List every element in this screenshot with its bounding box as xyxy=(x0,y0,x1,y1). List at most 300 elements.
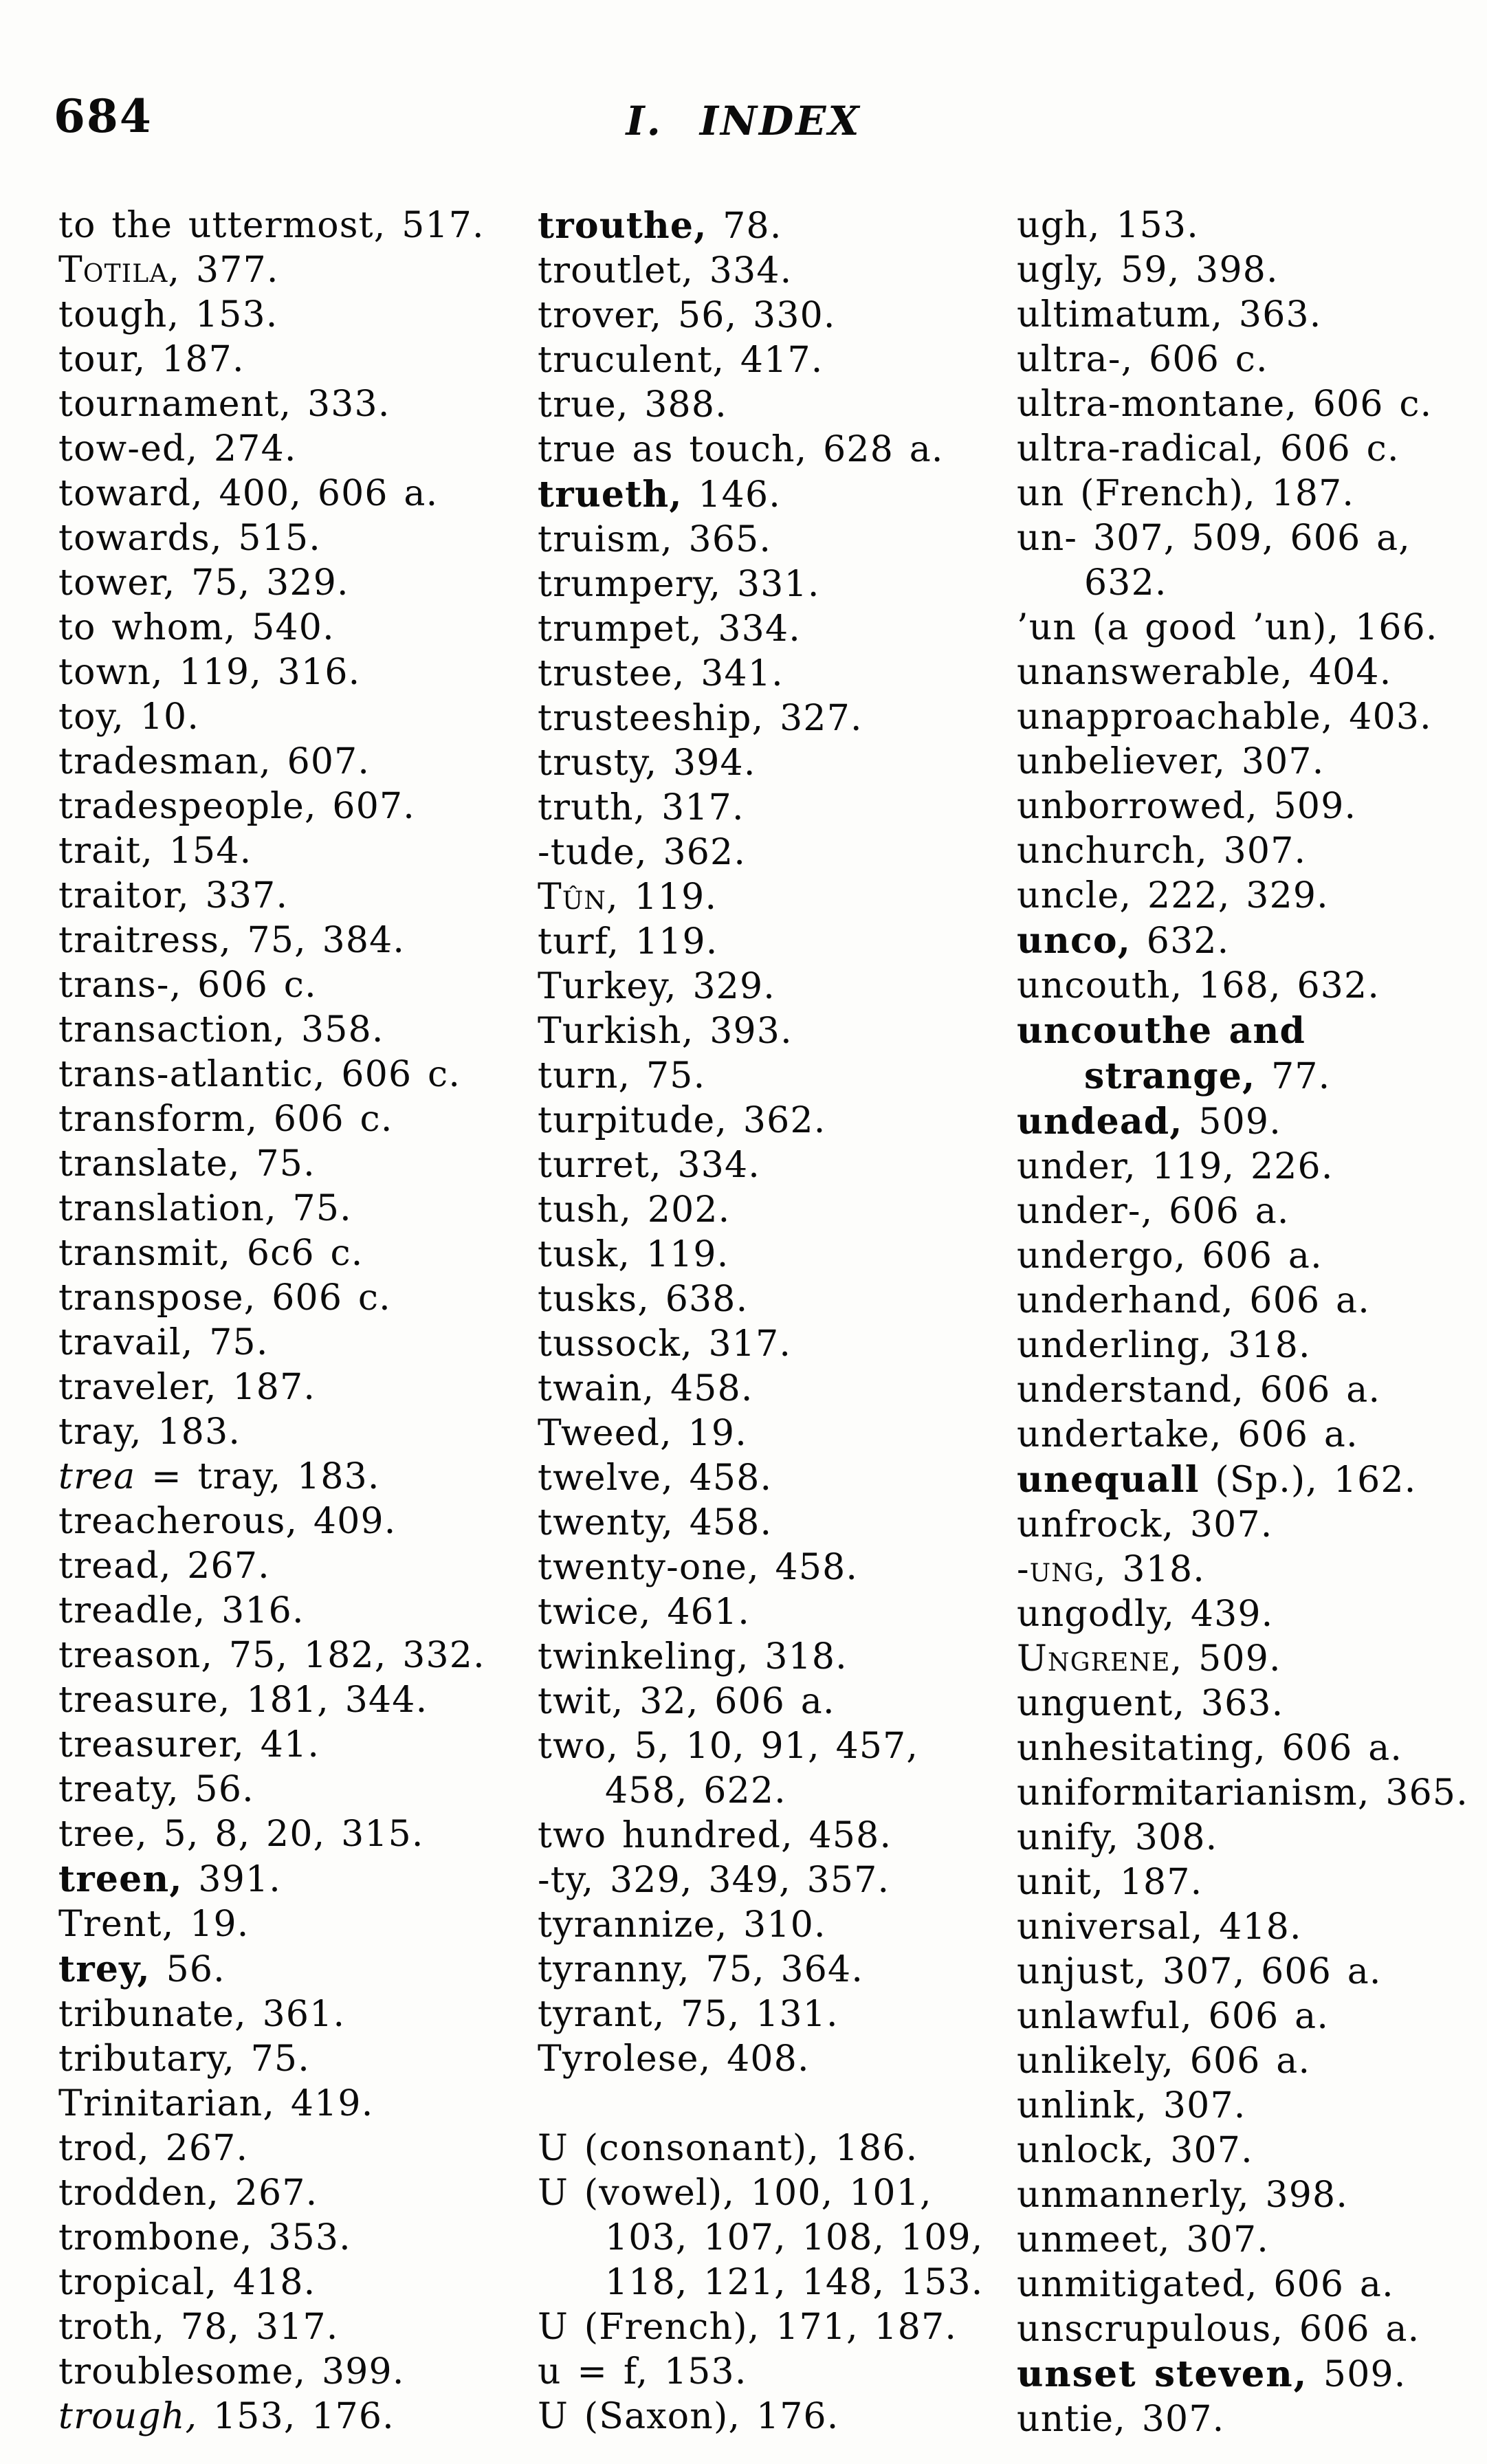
entry-term: treasure, xyxy=(58,1680,231,1721)
entry-refs: 362. xyxy=(647,832,747,873)
entry-term: trusteeship, xyxy=(538,698,764,739)
entry-term: unit, xyxy=(1017,1862,1105,1903)
entry-refs: 187. xyxy=(1255,473,1355,514)
index-heading: INDEX xyxy=(699,98,861,144)
entry-refs: 187. xyxy=(146,339,245,380)
entry-refs: 118, 121, 148, 153. xyxy=(605,2262,984,2303)
index-entry xyxy=(1017,829,1460,874)
entry-term: translation, xyxy=(58,1188,277,1229)
entry-term: transform, xyxy=(58,1099,258,1140)
entry-term: universal, xyxy=(1017,1906,1204,1948)
index-entry xyxy=(1017,1682,1460,1726)
entry-refs: 267. xyxy=(149,2128,249,2169)
index-entry xyxy=(1017,2307,1460,2352)
entry-term: tyrannize, xyxy=(538,1904,728,1946)
entry-refs: 153. xyxy=(1100,205,1199,246)
index-entry xyxy=(538,2037,981,2082)
entry-refs: 75. xyxy=(234,2038,310,2080)
index-entry xyxy=(58,2395,502,2439)
entry-term: twelve, xyxy=(538,1458,674,1499)
entry-refs: 75, 384. xyxy=(231,920,406,961)
entry-refs: 362. xyxy=(727,1100,826,1141)
entry-term: translate, xyxy=(58,1143,241,1185)
entry-refs: 222, 329. xyxy=(1132,875,1329,916)
index-entry xyxy=(58,2082,502,2126)
index-entry xyxy=(1017,2397,1460,2442)
entry-term: understand, xyxy=(1017,1370,1244,1411)
index-entry xyxy=(58,2037,502,2082)
entry-refs: (Sp.), 162. xyxy=(1199,1460,1417,1501)
entry-refs: 166. xyxy=(1339,607,1438,648)
entry-refs: 408. xyxy=(711,2038,810,2080)
entry-term: unmeet, xyxy=(1017,2219,1171,2260)
entry-term: treasurer, xyxy=(58,1724,245,1766)
entry-refs: 606 a. xyxy=(1192,1996,1330,2037)
entry-term: trover, xyxy=(538,295,663,336)
entry-term: unjust, xyxy=(1017,1951,1147,1992)
entry-refs: 399. xyxy=(306,2351,405,2392)
index-entry xyxy=(1017,248,1460,293)
entry-term: tray, xyxy=(58,1411,142,1453)
entry-refs: 509. xyxy=(1182,1638,1281,1680)
index-entry xyxy=(538,1858,981,1903)
entry-refs: 56. xyxy=(179,1769,254,1810)
entry-term: ultra-, xyxy=(1017,339,1134,380)
index-entry xyxy=(1017,1994,1460,2039)
index-entry xyxy=(58,829,502,874)
entry-term: traveler, xyxy=(58,1367,217,1408)
entry-term: two, xyxy=(538,1726,619,1767)
entry-refs: 632. xyxy=(1084,562,1167,604)
entry-refs: 353. xyxy=(252,2217,351,2258)
entry-refs: 75. xyxy=(193,1322,269,1363)
entry-refs: 318. xyxy=(1106,1549,1206,1590)
entry-term: twain, xyxy=(538,1368,655,1409)
entry-refs: 606 c. xyxy=(1264,428,1400,470)
index-entry xyxy=(58,918,502,963)
index-entry xyxy=(1017,2263,1460,2307)
entry-term: uncouth, xyxy=(1017,965,1183,1006)
index-entry xyxy=(1017,740,1460,784)
entry-term: towards, xyxy=(58,518,223,559)
entry-term: trombone, xyxy=(58,2217,253,2258)
index-entry xyxy=(58,1455,502,1499)
entry-term: undergo, xyxy=(1017,1235,1187,1277)
entry-refs: 307, 606 a. xyxy=(1147,1951,1382,1992)
index-entry xyxy=(58,650,502,695)
entry-term: trait, xyxy=(58,830,154,872)
index-entry xyxy=(58,1634,502,1678)
entry-term: Tûn, xyxy=(538,877,619,918)
entry-term: ultimatum, xyxy=(1017,294,1224,336)
entry-refs: 168, 632. xyxy=(1182,965,1380,1006)
entry-refs: 394. xyxy=(657,742,756,784)
entry-refs: 75. xyxy=(276,1188,352,1229)
index-entry xyxy=(58,1768,502,1812)
index-entry xyxy=(1017,1279,1460,1323)
entry-term: tread, xyxy=(58,1546,172,1587)
entry-term: twenty, xyxy=(538,1502,674,1543)
entry-term: true as touch, xyxy=(538,429,808,470)
entry-refs: 607. xyxy=(316,786,416,827)
entry-term: tusk, xyxy=(538,1234,631,1275)
entry-refs: 307. xyxy=(1154,2130,1253,2171)
index-entry xyxy=(538,1277,981,1322)
entry-term: troublesome, xyxy=(58,2351,307,2392)
index-entry xyxy=(538,1680,981,1724)
index-column-3 xyxy=(1017,204,1468,2442)
entry-refs: 307. xyxy=(1226,741,1325,782)
entry-refs: 318. xyxy=(1212,1325,1311,1366)
entry-term: truth, xyxy=(538,787,646,828)
entry-refs: 509. xyxy=(1308,2354,1407,2395)
entry-term: trey, xyxy=(58,1948,151,1990)
entry-term: trans-, xyxy=(58,965,182,1006)
entry-term: under, xyxy=(1017,1146,1136,1187)
entry-refs: 202. xyxy=(632,1189,731,1231)
index-entry xyxy=(58,1410,502,1455)
index-entry xyxy=(1017,964,1460,1009)
index-entry xyxy=(1017,338,1460,382)
index-entry xyxy=(58,606,502,650)
entry-term: trumpery, xyxy=(538,564,722,605)
entry-refs: 317. xyxy=(692,1323,792,1365)
index-entry xyxy=(538,2350,981,2395)
entry-refs: 146. xyxy=(682,474,781,516)
index-entry xyxy=(58,382,502,427)
entry-term: turret, xyxy=(538,1145,662,1186)
index-entry xyxy=(1017,1323,1460,1368)
entry-term: traitor, xyxy=(58,875,190,916)
entry-term: traitress, xyxy=(58,920,232,961)
index-entry xyxy=(538,1143,981,1188)
entry-term: Turkey, xyxy=(538,966,677,1007)
index-entry xyxy=(58,2216,502,2260)
entry-refs: 181, 344. xyxy=(230,1680,428,1721)
entry-term: U (consonant), xyxy=(538,2128,820,2169)
entry-term: unequall xyxy=(1017,1459,1200,1501)
index-entry xyxy=(538,875,981,920)
index-entry xyxy=(58,1499,502,1544)
page-title xyxy=(626,98,861,144)
index-entry xyxy=(58,1276,502,1321)
entry-term: treen, xyxy=(58,1858,183,1900)
entry-term: U (vowel), xyxy=(538,2172,736,2214)
index-entry xyxy=(1017,293,1460,338)
entry-term: tower, xyxy=(58,562,176,604)
index-entry xyxy=(58,1902,502,1947)
entry-refs: 310. xyxy=(727,1904,826,1946)
entry-term: twice, xyxy=(538,1592,652,1633)
index-entry xyxy=(538,696,981,741)
entry-refs: 509. xyxy=(1257,786,1357,827)
entry-term: unmitigated, xyxy=(1017,2264,1258,2305)
entry-term: ungodly, xyxy=(1017,1594,1176,1635)
entry-refs: 515. xyxy=(222,518,321,559)
index-entry xyxy=(58,1857,502,1902)
index-entry xyxy=(1017,918,1460,964)
entry-refs: 6c6 c. xyxy=(231,1233,364,1274)
entry-refs: 19. xyxy=(174,1904,250,1945)
entry-refs: 606 c. xyxy=(181,965,317,1006)
entry-refs: 363. xyxy=(1223,294,1322,336)
entry-refs: 316. xyxy=(206,1590,305,1631)
entry-term: treason, xyxy=(58,1635,214,1676)
entry-refs: 606 a. xyxy=(1284,2309,1420,2350)
entry-term: tradespeople, xyxy=(58,786,317,827)
entry-term: turn, xyxy=(538,1055,631,1097)
entry-refs: 606 c. xyxy=(325,1054,461,1095)
entry-term: untie, xyxy=(1017,2399,1127,2440)
index-entry xyxy=(58,2350,502,2395)
entry-term: strange, xyxy=(1084,1055,1256,1097)
index-entry xyxy=(1017,1548,1460,1592)
index-entry xyxy=(538,562,981,607)
entry-term: town, xyxy=(58,652,164,693)
index-entry xyxy=(58,561,502,606)
entry-term: transpose, xyxy=(58,1277,256,1319)
entry-refs: 334. xyxy=(702,608,801,650)
index-entry xyxy=(1017,1458,1460,1503)
index-entry xyxy=(538,652,981,696)
entry-term: unlikely, xyxy=(1017,2040,1174,2082)
index-entry xyxy=(1017,695,1460,740)
entry-term: unlink, xyxy=(1017,2085,1148,2126)
entry-term: -ty, xyxy=(538,1860,595,1901)
entry-term: trumpet, xyxy=(538,608,703,650)
index-entry xyxy=(538,338,981,383)
entry-term: undead, xyxy=(1017,1101,1183,1143)
index-entry xyxy=(538,1724,981,1769)
entry-term: tusks, xyxy=(538,1279,650,1320)
entry-refs: 10. xyxy=(124,696,200,738)
index-column-1 xyxy=(58,204,502,2442)
entry-term: trea xyxy=(58,1456,136,1497)
entry-term: unchurch, xyxy=(1017,830,1208,872)
entry-term: un- xyxy=(1017,518,1078,559)
entry-refs: 187. xyxy=(217,1367,316,1408)
index-entry xyxy=(58,1053,502,1097)
index-entry xyxy=(538,2395,981,2439)
index-column-2 xyxy=(538,204,984,2442)
entry-term: trustee, xyxy=(538,653,685,694)
entry-refs: 409. xyxy=(298,1501,397,1542)
entry-refs: 403. xyxy=(1333,696,1432,738)
entry-refs: 607. xyxy=(271,741,371,782)
entry-refs: 307. xyxy=(1207,830,1307,872)
entry-refs: 606 c. xyxy=(1297,384,1433,425)
entry-refs: 75, 329. xyxy=(175,562,349,604)
entry-refs: 318. xyxy=(749,1636,848,1678)
index-entry xyxy=(538,1456,981,1501)
entry-refs: 458. xyxy=(759,1547,859,1588)
entry-term: transmit, xyxy=(58,1233,232,1274)
entry-term: -tude, xyxy=(538,832,648,873)
entry-refs: 100, 101, xyxy=(735,2172,932,2214)
index-entry xyxy=(538,1233,981,1277)
entry-refs: 171, 187. xyxy=(760,2307,958,2348)
entry-refs: 119. xyxy=(618,877,718,918)
entry-refs: 398. xyxy=(1249,2175,1349,2216)
index-entry xyxy=(538,1367,981,1411)
index-entry xyxy=(58,1365,502,1410)
entry-refs: 307, 509, 606 a, xyxy=(1077,518,1411,559)
entry-term: U (Saxon), xyxy=(538,2396,741,2437)
entry-term: tush, xyxy=(538,1189,632,1231)
entry-refs: 56, 330. xyxy=(662,295,836,336)
entry-refs: 327. xyxy=(764,698,863,739)
entry-refs: 458, 622. xyxy=(605,1770,786,1812)
entry-refs: 32, 606 a. xyxy=(624,1681,835,1722)
entry-refs: 19. xyxy=(672,1413,747,1454)
entry-term: twit, xyxy=(538,1681,624,1722)
entry-refs: 334. xyxy=(661,1145,761,1186)
entry-term: unhesitating, xyxy=(1017,1728,1266,1769)
index-entry xyxy=(538,472,981,518)
entry-refs: 606 a. xyxy=(1257,2264,1394,2305)
entry-refs: 458. xyxy=(654,1368,753,1409)
entry-term: unmannerly, xyxy=(1017,2175,1250,2216)
index-entry xyxy=(538,1590,981,1635)
index-entry xyxy=(1017,1413,1460,1458)
entry-refs: 75, 364. xyxy=(690,1949,864,1990)
index-entry xyxy=(538,1992,981,2037)
index-entry xyxy=(538,294,981,338)
entry-refs: 77. xyxy=(1255,1056,1331,1097)
entry-refs: 103, 107, 108, 109, xyxy=(605,2217,984,2258)
index-entry xyxy=(58,2305,502,2350)
entry-refs: 154. xyxy=(153,830,252,872)
entry-refs: 5, 8, 20, 315. xyxy=(147,1814,424,1855)
entry-refs: 153. xyxy=(648,2351,747,2392)
index-entry xyxy=(538,1814,981,1858)
entry-refs: 75. xyxy=(630,1055,706,1097)
index-columns xyxy=(0,204,1487,2442)
entry-term: tussock, xyxy=(538,1323,693,1365)
entry-term: underhand, xyxy=(1017,1280,1234,1321)
index-entry xyxy=(538,1635,981,1680)
index-entry xyxy=(1017,1368,1460,1413)
index-entry xyxy=(538,249,981,294)
entry-term: trodden, xyxy=(58,2172,220,2214)
entry-refs: 606 a. xyxy=(1186,1235,1323,1277)
index-entry xyxy=(1017,2084,1460,2128)
entry-refs: 329, 349, 357. xyxy=(594,1860,890,1901)
entry-refs: 59, 398. xyxy=(1105,250,1279,291)
entry-refs: 509. xyxy=(1182,1101,1281,1143)
entry-term: trod, xyxy=(58,2128,150,2169)
section-numeral: I. xyxy=(626,98,663,144)
index-entry xyxy=(538,2171,981,2216)
index-entry xyxy=(1017,516,1460,561)
entry-refs: 75, 131. xyxy=(665,1994,839,2035)
index-entry xyxy=(58,293,502,338)
index-entry xyxy=(1017,204,1460,248)
entry-term: U (French), xyxy=(538,2307,760,2348)
entry-term: truism, xyxy=(538,519,673,560)
index-entry xyxy=(58,963,502,1008)
index-entry xyxy=(1017,1009,1460,1054)
entry-refs: 628 a. xyxy=(807,429,944,470)
index-entry xyxy=(538,2260,984,2305)
index-entry xyxy=(1017,2218,1460,2263)
entry-refs: 183. xyxy=(142,1411,241,1453)
entry-term: tow-ed, xyxy=(58,428,199,470)
entry-term: tropical, xyxy=(58,2262,218,2303)
entry-term: tournament, xyxy=(58,384,292,425)
entry-term: unborrowed, xyxy=(1017,786,1258,827)
index-entry xyxy=(1017,1860,1460,1905)
index-entry xyxy=(58,1231,502,1276)
entry-refs: 153. xyxy=(179,294,278,336)
entry-term: ugh, xyxy=(1017,205,1101,246)
index-entry xyxy=(58,1321,502,1365)
entry-term: uncouthe and xyxy=(1017,1010,1306,1052)
entry-refs: 439. xyxy=(1175,1594,1274,1635)
index-entry xyxy=(1017,2173,1460,2218)
entry-term: truculent, xyxy=(538,340,725,381)
entry-refs: 606 a. xyxy=(1266,1728,1403,1769)
entry-term: unco, xyxy=(1017,920,1132,962)
entry-term: trusty, xyxy=(538,742,658,784)
entry-refs: 606 a. xyxy=(1222,1414,1358,1455)
index-entry xyxy=(58,784,502,829)
entry-term: toy, xyxy=(58,696,125,738)
entry-refs: 78, 317. xyxy=(165,2307,339,2348)
index-entry xyxy=(1017,2128,1460,2173)
entry-refs: 267. xyxy=(171,1546,270,1587)
entry-refs: 606 a. xyxy=(1233,1280,1370,1321)
index-entry xyxy=(58,248,502,293)
index-entry xyxy=(1017,606,1460,650)
entry-term: unfrock, xyxy=(1017,1504,1175,1546)
entry-term: underling, xyxy=(1017,1325,1213,1366)
entry-term: treaty, xyxy=(58,1769,179,1810)
entry-term: unlock, xyxy=(1017,2130,1155,2171)
entry-refs: 458. xyxy=(793,1815,892,1856)
entry-refs: 56. xyxy=(150,1949,225,1990)
entry-term: unlawful, xyxy=(1017,1996,1193,2037)
entry-term: Tyrolese, xyxy=(538,2038,712,2080)
entry-refs: 388. xyxy=(628,384,727,426)
index-entry xyxy=(58,1589,502,1634)
entry-term: to whom, xyxy=(58,607,236,648)
index-entry xyxy=(58,2171,502,2216)
entry-term: transaction, xyxy=(58,1009,286,1050)
index-entry xyxy=(538,1099,981,1143)
entry-refs: 540. xyxy=(236,607,335,648)
index-entry xyxy=(58,1947,502,1992)
entry-refs: 458. xyxy=(673,1458,773,1499)
entry-refs: 5, 10, 91, 457, xyxy=(619,1726,919,1767)
index-entry xyxy=(1017,2039,1460,2084)
entry-refs: 606 a. xyxy=(1244,1370,1381,1411)
index-entry xyxy=(58,2260,502,2305)
entry-refs: 377. xyxy=(180,250,279,291)
entry-refs: 606 a. xyxy=(1153,1191,1290,1232)
entry-refs: 331. xyxy=(721,564,820,605)
index-entry xyxy=(538,1322,981,1367)
index-entry xyxy=(58,1544,502,1589)
entry-refs: 119. xyxy=(630,1234,729,1275)
index-entry xyxy=(1017,1145,1460,1189)
index-entry xyxy=(58,1812,502,1857)
entry-term: tradesman, xyxy=(58,741,272,782)
index-entry xyxy=(1017,1816,1460,1860)
entry-refs: 308. xyxy=(1119,1817,1218,1858)
index-entry xyxy=(58,874,502,918)
entry-refs: 418. xyxy=(1203,1906,1302,1948)
